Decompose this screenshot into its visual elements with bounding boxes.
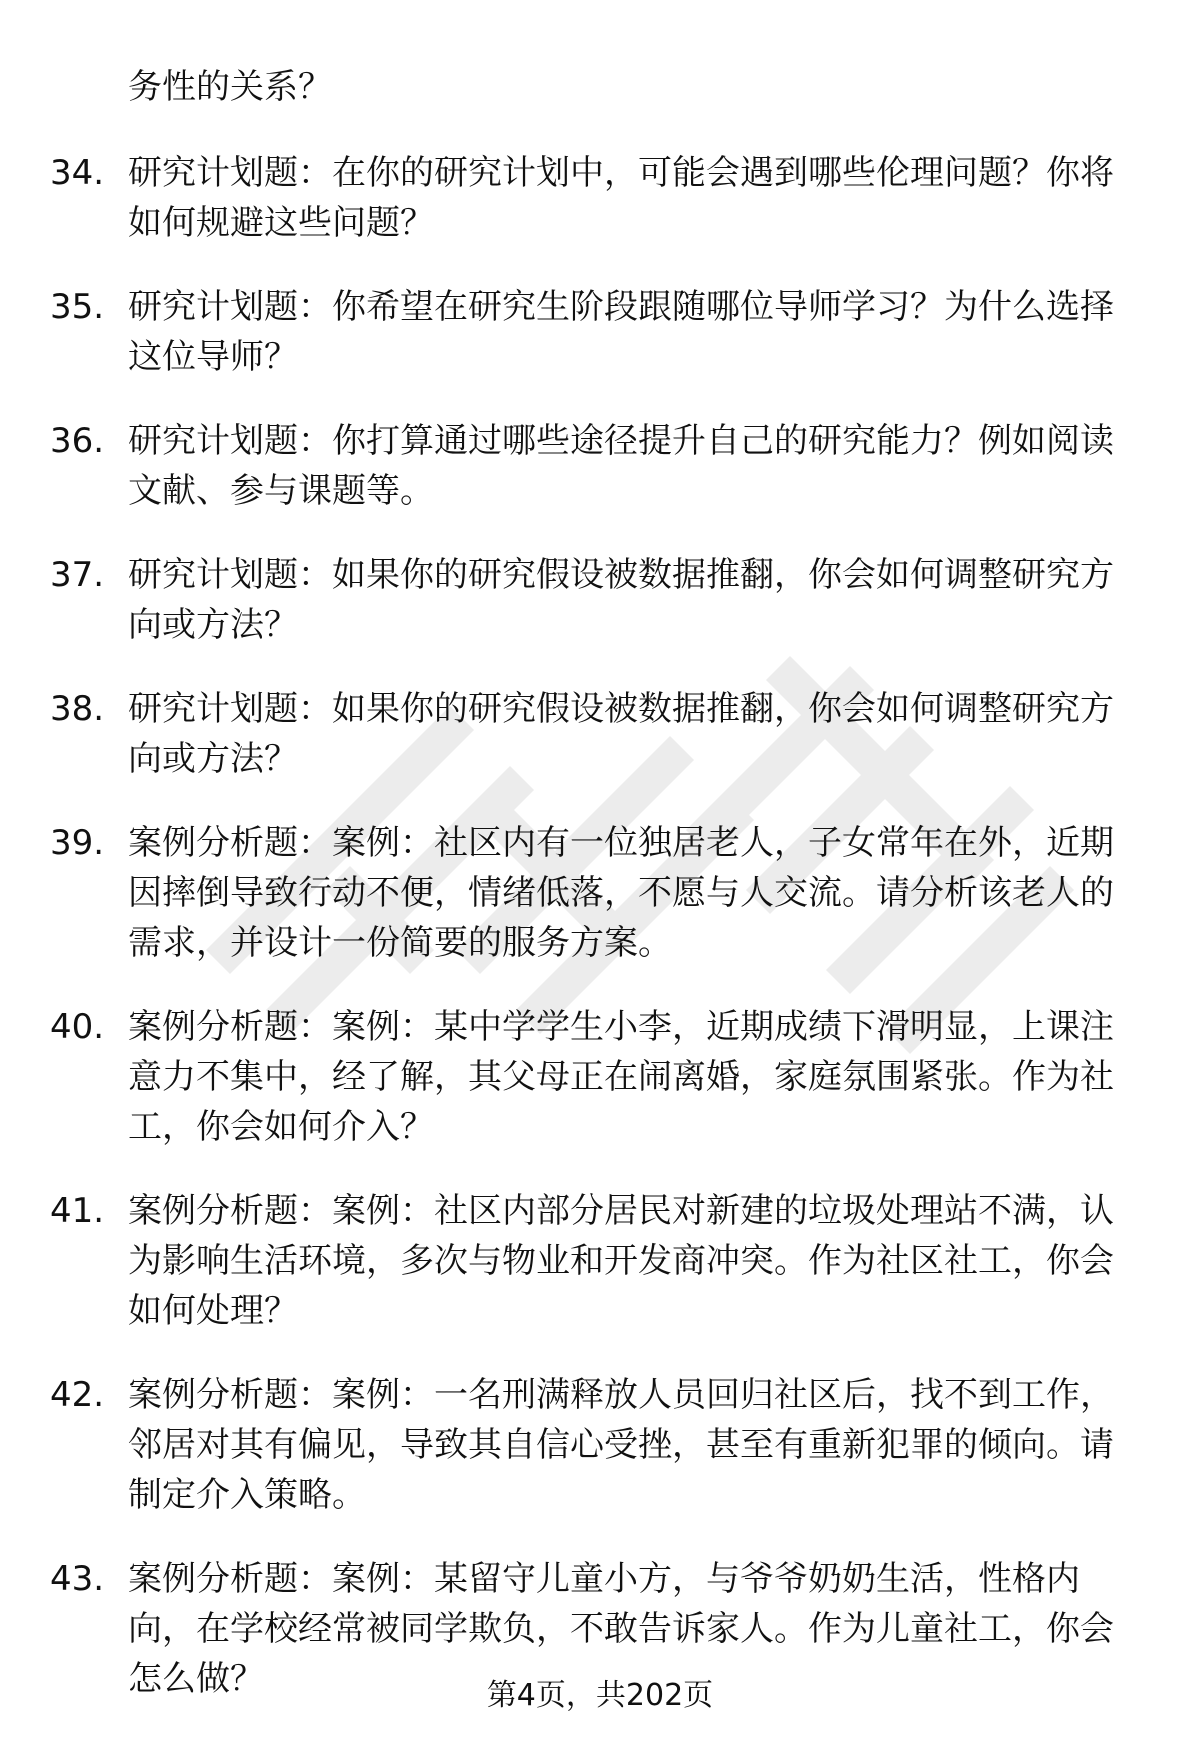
question-number: 38. (50, 689, 105, 729)
question-item (0, 550, 1138, 650)
question-text: 案例分析题：案例：社区内有一位独居老人，子女常年在外，近期因摔倒导致行动不便，情绪低落，不愿与人交流。请分析该老人的需求，并设计一份简要的服务方案。 (128, 823, 1114, 963)
question-number: 36. (50, 421, 105, 461)
question-text: 案例分析题：案例：某中学学生小李，近期成绩下滑明显，上课注意力不集中，经了解，其父母正在闹离婚，家庭氛围紧张。作为社工，你会如何介入？ (128, 1007, 1114, 1147)
question-text: 案例分析题：案例：某留守儿童小方，与爷爷奶奶生活，性格内向，在学校经常被同学欺负，不敢告诉家人。作为儿童社工，你会怎么做？ (128, 1559, 1114, 1699)
question-item (0, 818, 1138, 968)
question-number: 39. (50, 823, 105, 863)
question-item (0, 684, 1138, 784)
question-item (0, 416, 1138, 516)
question-text: 研究计划题：如果你的研究假设被数据推翻，你会如何调整研究方向或方法？ (128, 555, 1114, 645)
question-text: 案例分析题：案例：社区内部分居民对新建的垃圾处理站不满，认为影响生活环境，多次与物业和开发商冲突。作为社区社工，你会如何处理？ (128, 1191, 1114, 1331)
page-footer: 第4页，共202页 (486, 1678, 714, 1713)
question-number: 35. (50, 287, 105, 327)
question-list (0, 148, 1200, 1738)
question-number: 37. (50, 555, 105, 595)
question-number: 42. (50, 1375, 105, 1415)
question-text: 研究计划题：你希望在研究生阶段跟随哪位导师学习？为什么选择这位导师？ (128, 287, 1114, 377)
question-number: 41. (50, 1191, 105, 1231)
question-item (0, 148, 1138, 248)
question-item (0, 1370, 1138, 1520)
question-item (0, 282, 1138, 382)
question-text: 研究计划题：你打算通过哪些途径提升自己的研究能力？例如阅读文献、参与课题等。 (128, 421, 1114, 511)
question-text: 案例分析题：案例：一名刑满释放人员回归社区后，找不到工作，邻居对其有偏见，导致其自信心受挫，甚至有重新犯罪的倾向。请制定介入策略。 (128, 1375, 1114, 1515)
question-text: 研究计划题：在你的研究计划中，可能会遇到哪些伦理问题？你将如何规避这些问题？ (128, 153, 1114, 243)
question-number: 34. (50, 153, 105, 193)
question-number: 40. (50, 1007, 105, 1047)
question-number: 43. (50, 1559, 105, 1599)
question-item (0, 1002, 1138, 1152)
question-text: 研究计划题：如果你的研究假设被数据推翻，你会如何调整研究方向或方法？ (128, 689, 1114, 779)
question-item (0, 1186, 1138, 1336)
continued-question-text: 务性的关系？ (128, 67, 332, 107)
